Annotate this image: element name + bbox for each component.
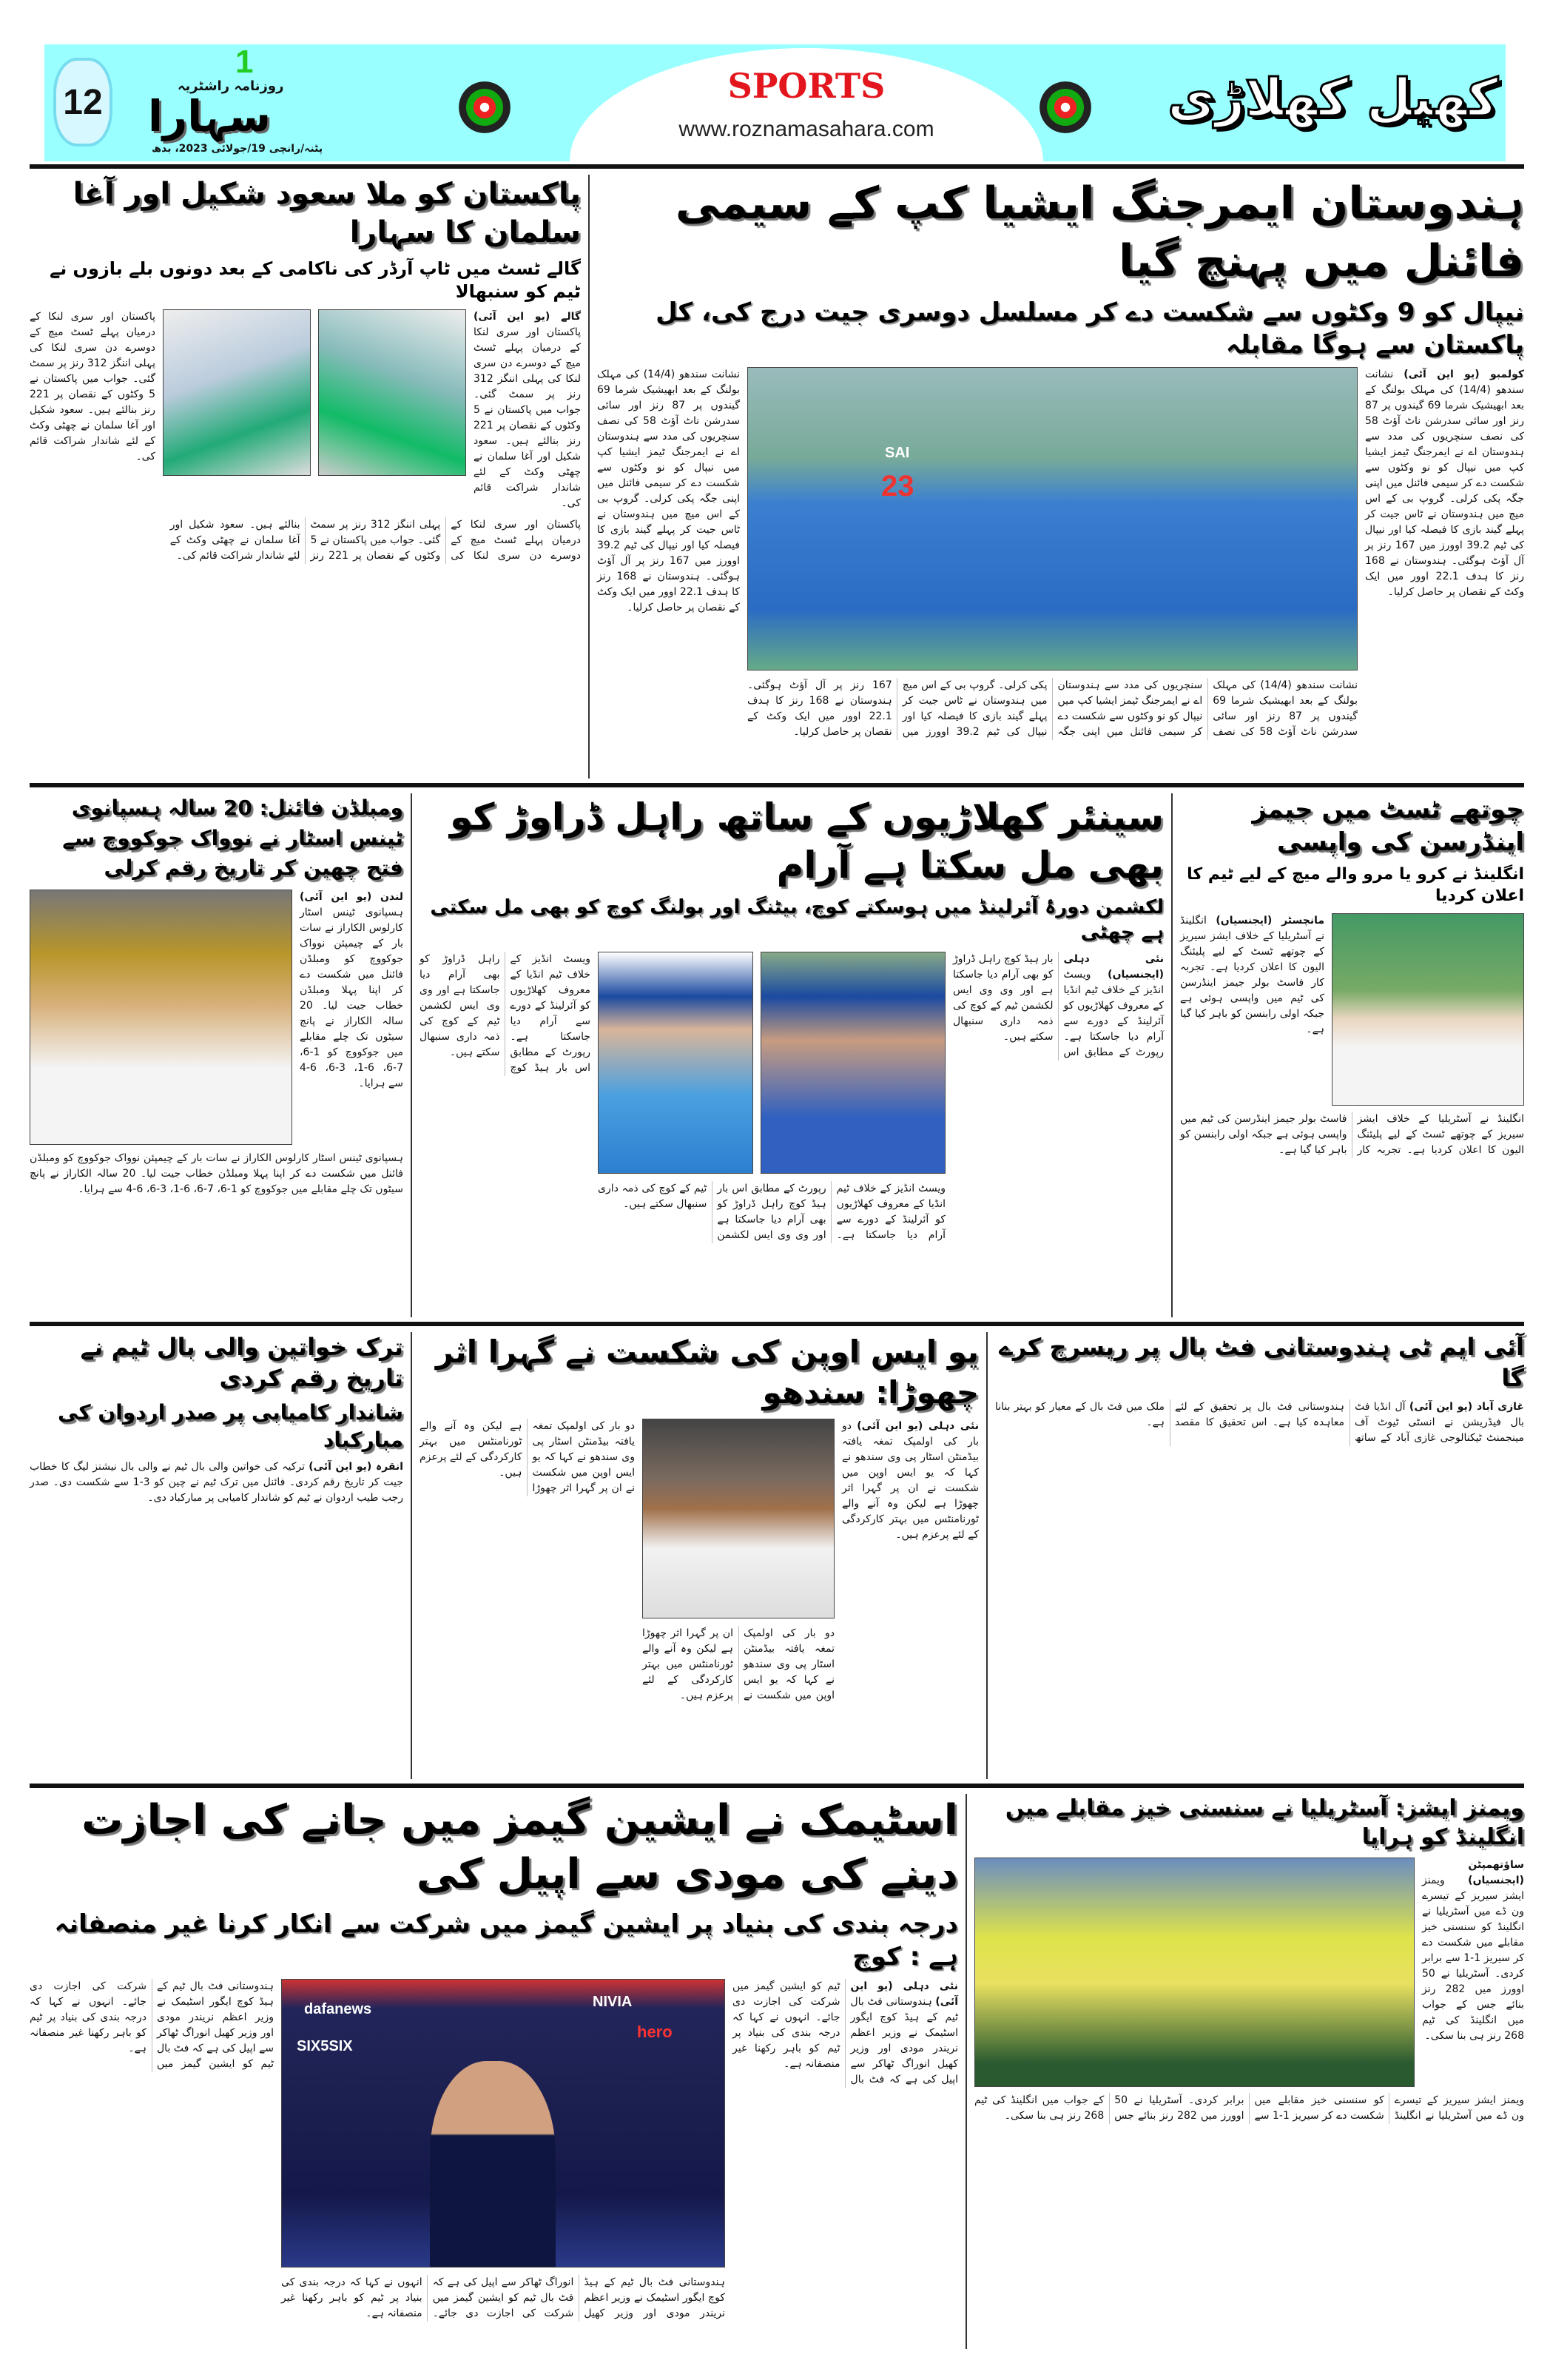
page-number: 12 xyxy=(53,58,112,147)
article-body: ہندوستانی فٹ بال ٹیم کے ہیڈ کوچ ایگور اسٹیمک نے وزیر اعظم نریندر مودی اور وزیر کھیل انوراگ ٹھاکر سے اپیل کی ہے کہ فٹ بال ٹیم کو ایشین گیمز میں شرکت کی اجازت دی جائے۔ انہوں نے کہا کہ درجہ بندی کی بنیاد پر ٹیم کو باہر رکھنا غیر منصفانہ ہے۔ xyxy=(281,2276,725,2319)
dateline: انقرہ (یو این آئی) xyxy=(309,1460,403,1473)
article-content xyxy=(597,367,1524,740)
article-body: ہندوستانی فٹ بال ٹیم کے ہیڈ کوچ ایگور اسٹیمک نے وزیر اعظم نریندر مودی اور وزیر کھیل انوراگ ٹھاکر سے اپیل کی ہے کہ فٹ بال ٹیم کو ایشین گیمز میں شرکت کی اجازت دی جائے۔ انہوں نے کہا کہ درجہ بندی کی بنیاد پر ٹیم کو باہر رکھنا غیر منصفانہ ہے۔ xyxy=(30,1980,274,2070)
section-row xyxy=(30,1784,1524,2353)
subhead-volleyball: شاندار کامیابی پر صدر اردوان کی مبارکباد xyxy=(58,1400,403,1452)
photo-column xyxy=(642,1419,835,1704)
headline-volleyball: ترک خواتین والی بال ٹیم نے تاریخ رقم کردی xyxy=(80,1333,403,1392)
article-content xyxy=(974,1858,1524,2087)
article-content xyxy=(419,952,1164,1243)
column-divider xyxy=(411,793,412,1317)
section-row xyxy=(30,783,1524,1322)
section-masthead: کھیل کھلاڑی xyxy=(1167,67,1498,128)
article-body: نئی دہلی (یو این آئی) ہندوستانی فٹ بال ٹیم کے ہیڈ کوچ ایگور اسٹیمک نے وزیر اعظم نریندر مودی اور وزیر کھیل انوراگ ٹھاکر سے اپیل کی ہے کہ فٹ بال ٹیم کو ایشین گیمز میں شرکت کی اجازت دی جائے۔ انہوں نے کہا کہ درجہ بندی کی بنیاد پر ٹیم کو باہر رکھنا غیر منصفانہ ہے۔ xyxy=(732,1980,958,2085)
article-body: غازی آباد (یو این آئی) آل انڈیا فٹ بال فیڈریشن نے انسٹی ٹیوٹ آف مینجمنٹ ٹیکنالوجی غازی آباد کے ساتھ ہندوستانی فٹ بال پر تحقیق کے لئے معاہدہ کیا ہے۔ اس تحقیق کا مقصد ملک میں فٹ بال کے معیار کو بہتر بنانا ہے۔ xyxy=(995,1401,1525,1445)
article-content xyxy=(30,890,403,1145)
dateline: غازی آباد (یو این آئی) xyxy=(1409,1401,1525,1413)
article-body: ویمنز ایشز سیریز کے تیسرے ون ڈے میں آسٹریلیا نے انگلینڈ کو سنسنی خیز مقابلے میں شکست دے کر سیریز 1-1 سے برابر کردی۔ آسٹریلیا نے 50 اوورز میں 282 رنز بنائے جس کے جواب میں انگلینڈ کی ٹیم 268 رنز ہی بنا سکی۔ xyxy=(974,2094,1524,2122)
emblem-icon xyxy=(1039,81,1091,133)
dateline: نئی دہلی (یو این آئی) xyxy=(857,1420,980,1433)
article-wimbledon xyxy=(30,793,403,1317)
article-body: نئی دہلی (یو این آئی) دو بار کی اولمپک تمغہ یافتہ بیڈمنٹن اسٹار پی وی سندھو نے کہا کہ یو ایس اوپن میں شکست نے ان پر گہرا اثر چھوڑا ہے لیکن وہ آنے والے ٹورنامنٹس میں بہتر کارکردگی کے لئے پرعزم ہیں۔ xyxy=(842,1420,980,1542)
article-body: کولمبو (یو این آئی) نشانت سندھو (14/4) کی مہلک بولنگ کے بعد ابھیشیک شرما 69 گیندوں پر 87 رنز اور سائی سدرشن ناٹ آؤٹ 58 کی نصف سنچریوں کی مدد سے ہندوستان اے نے ایمرجنگ ٹیمز ایشیا کپ میں نیپال کو نو وکٹوں سے شکست دے کر سیمی فائنل میں اپنی جگہ پکی کرلی۔ گروپ بی کے اس میچ میں ہندوستان نے ٹاس جیت کر پہلے گیند بازی کا فیصلہ کیا اور نیپال کی ٹیم 39.2 اوورز میں 167 رنز پر آل آؤٹ ہوگئی۔ ہندوستان نے 168 رنز کا ہدف 22.1 اوور میں ایک وکٹ کے نقصان پر حاصل کرلیا۔ xyxy=(1365,369,1525,599)
photo-pakistan-batter xyxy=(318,309,466,476)
section-title: SPORTS xyxy=(727,66,886,106)
photo-igor-stimac-press xyxy=(281,1979,725,2268)
column-divider xyxy=(966,1794,967,2349)
sponsor-logo: dafanews xyxy=(304,2000,372,2017)
article-body: ویسٹ انڈیز کے خلاف ٹیم انڈیا کے معروف کھلاڑیوں کو آئرلینڈ کے دورے سے آرام دیا جاسکتا ہے۔ رپورٹ کے مطابق اس بار ہیڈ کوچ راہل ڈراوڑ کو بھی آرام دیا جاسکتا ہے اور وی وی ایس لکشمن ٹیم کے کوچ کی ذمہ داری سنبھال سکتے ہیں۔ xyxy=(419,952,590,1074)
newspaper-logo: سہارا xyxy=(148,91,272,141)
article-body: دو بار کی اولمپک تمغہ یافتہ بیڈمنٹن اسٹار پی وی سندھو نے کہا کہ یو ایس اوپن میں شکست نے ان پر گہرا اثر چھوڑا ہے لیکن وہ آنے والے ٹورنامنٹس میں بہتر کارکردگی کے لئے پرعزم ہیں۔ xyxy=(419,1420,635,1495)
article-sindhu xyxy=(419,1332,979,1779)
photo-india-team xyxy=(747,367,1358,670)
dateline: کولمبو (یو این آئی) xyxy=(1404,369,1524,381)
article-body: نشانت سندھو (14/4) کی مہلک بولنگ کے بعد ابھیشیک شرما 69 گیندوں پر 87 رنز اور سائی سدرشن ناٹ آؤٹ 58 کی نصف سنچریوں کی مدد سے ہندوستان اے نے ایمرجنگ ٹیمز ایشیا کپ میں نیپال کو نو وکٹوں سے شکست دے کر سیمی فائنل میں اپنی جگہ پکی کرلی۔ گروپ بی کے اس میچ میں ہندوستان نے ٹاس جیت کر پہلے گیند بازی کا فیصلہ کیا اور نیپال کی ٹیم 39.2 اوورز میں 167 رنز پر آل آؤٹ ہوگئی۔ ہندوستان نے 168 رنز کا ہدف 22.1 اوور میں ایک وکٹ کے نقصان پر حاصل کرلیا۔ xyxy=(747,679,1358,739)
page-header xyxy=(0,0,1550,164)
headline-sindhu: یو ایس اوپن کی شکست نے گہرا اثر چھوڑا: سندھو xyxy=(435,1334,979,1411)
dateline: نئی دہلی (ایجنسیاں) xyxy=(1063,952,1164,981)
subhead-dravid: لکشمن دورۂ آئرلینڈ میں ہوسکتے کوچ، بیٹنگ اور بولنگ کوچ کو بھی مل سکتی ہے چھٹی xyxy=(430,896,1164,944)
photo-australia-women-team xyxy=(974,1858,1415,2087)
article-body: پاکستان اور سری لنکا کے درمیان پہلے ٹسٹ میچ کے دوسرے دن سری لنکا کی پہلی اننگز 312 رنز پر سمٹ گئی۔ جواب میں پاکستان نے 5 وکٹوں کے نقصان پر 221 رنز بنالئے ہیں۔ سعود شکیل اور آغا سلمان نے چھٹی وکٹ کے لئے شاندار شراکت قائم کی۔ xyxy=(30,311,155,463)
photo-james-anderson xyxy=(1332,913,1524,1106)
article-body: دو بار کی اولمپک تمغہ یافتہ بیڈمنٹن اسٹار پی وی سندھو نے کہا کہ یو ایس اوپن میں شکست نے ان پر گہرا اثر چھوڑا ہے لیکن وہ آنے والے ٹورنامنٹس میں بہتر کارکردگی کے لئے پرعزم ہیں۔ xyxy=(642,1627,835,1702)
issue-date: پٹنہ/رانچی 19/جولائی 2023، بدھ xyxy=(152,143,323,155)
photo-column xyxy=(598,952,946,1243)
headline-india: ہندوستان ایمرجنگ ایشیا کپ کے سیمی فائنل میں پہنچ گیا xyxy=(675,178,1524,287)
subhead-anderson: انگلینڈ نے کرو یا مرو والے میچ کے لیے ٹیم کا اعلان کردیا xyxy=(1187,865,1524,905)
dateline: گالے (یو این آئی) xyxy=(474,311,581,323)
jersey-number: 23 xyxy=(881,470,914,503)
article-body: ویسٹ انڈیز کے خلاف ٹیم انڈیا کے معروف کھلاڑیوں کو آئرلینڈ کے دورے سے آرام دیا جاسکتا ہے۔ رپورٹ کے مطابق اس بار ہیڈ کوچ راہل ڈراوڑ کو بھی آرام دیا جاسکتا ہے اور وی وی ایس لکشمن ٹیم کے کوچ کی ذمہ داری سنبھال سکتے ہیں۔ xyxy=(598,1182,946,1241)
article-dravid xyxy=(419,793,1164,1317)
column-divider xyxy=(588,175,590,779)
column-divider xyxy=(1171,793,1173,1317)
article-content xyxy=(30,1979,958,2322)
photo-column xyxy=(747,367,1358,740)
article-body: نئی دہلی (ایجنسیاں) ویسٹ انڈیز کے خلاف ٹیم انڈیا کے معروف کھلاڑیوں کو آئرلینڈ کے دورے سے آرام دیا جاسکتا ہے۔ رپورٹ کے مطابق اس بار ہیڈ کوچ راہل ڈراوڑ کو بھی آرام دیا جاسکتا ہے اور وی وی ایس لکشمن ٹیم کے کوچ کی ذمہ داری سنبھال سکتے ہیں۔ xyxy=(953,952,1164,1058)
photo-pair xyxy=(598,952,946,1174)
article-stimac xyxy=(30,1794,958,2349)
photo-rahul-dravid xyxy=(598,952,753,1174)
photo-vvs-laxman xyxy=(761,952,946,1174)
headline-anderson: چوتھے ٹسٹ میں جیمز اینڈرسن کی واپسی xyxy=(1252,795,1524,858)
article-body: مانچسٹر (ایجنسیاں) انگلینڈ نے آسٹریلیا کے خلاف ایشز سیریز کے چوتھے ٹسٹ کے لیے پلیئنگ الیون کا اعلان کردیا ہے۔ تجربہ کار فاسٹ بولر جیمز اینڈرسن کی ٹیم میں واپسی ہوئی ہے جبکہ اولی رابنسن کو باہر کیا گیا ہے۔ xyxy=(1180,914,1325,1035)
article-anderson xyxy=(1180,793,1524,1317)
article-body: گالے (یو این آئی) پاکستان اور سری لنکا کے درمیان پہلے ٹسٹ میچ کے دوسرے دن سری لنکا کی پہلی اننگز 312 رنز پر سمٹ گئی۔ جواب میں پاکستان نے 5 وکٹوں کے نقصان پر 221 رنز بنالئے ہیں۔ سعود شکیل اور آغا سلمان نے چھٹی وکٹ کے لئے شاندار شراکت قائم کی۔ xyxy=(474,311,581,510)
article-body: نشانت سندھو (14/4) کی مہلک بولنگ کے بعد ابھیشیک شرما 69 گیندوں پر 87 رنز اور سائی سدرشن ناٹ آؤٹ 58 کی نصف سنچریوں کی مدد سے ہندوستان اے نے ایمرجنگ ٹیمز ایشیا کپ میں نیپال کو نو وکٹوں سے شکست دے کر سیمی فائنل میں اپنی جگہ پکی کرلی۔ گروپ بی کے اس میچ میں ہندوستان نے ٹاس جیت کر پہلے گیند بازی کا فیصلہ کیا اور نیپال کی ٹیم 39.2 اوورز میں 167 رنز پر آل آؤٹ ہوگئی۔ ہندوستان نے 168 رنز کا ہدف 22.1 اوور میں ایک وکٹ کے نقصان پر حاصل کرلیا۔ xyxy=(597,369,741,614)
dateline: نئی دہلی (یو این آئی) xyxy=(850,1980,958,2008)
jersey-name: SAI xyxy=(885,445,910,462)
article-football xyxy=(995,1332,1524,1779)
headline-football: آئی ایم ٹی ہندوستانی فٹ بال پر ریسرچ کرے گا xyxy=(999,1333,1524,1392)
article-volleyball xyxy=(30,1332,403,1779)
photo-pv-sindhu xyxy=(642,1419,835,1618)
emblem-icon xyxy=(459,81,511,133)
article-womens-ashes xyxy=(974,1794,1524,2349)
article-content xyxy=(1180,913,1524,1106)
article-content xyxy=(30,309,581,511)
dateline: ساؤتھمپٹن (ایجنسیاں) xyxy=(1468,1859,1524,1886)
coach-figure xyxy=(430,2061,556,2268)
column-divider xyxy=(986,1332,988,1779)
article-india xyxy=(597,175,1524,779)
photo-pakistan-batter xyxy=(163,309,311,476)
dateline: لندن (یو این آئی) xyxy=(300,890,403,903)
article-body: انگلینڈ نے آسٹریلیا کے خلاف ایشز سیریز کے چوتھے ٹسٹ کے لیے پلیئنگ الیون کا اعلان کردیا ہے۔ تجربہ کار فاسٹ بولر جیمز اینڈرسن کی ٹیم میں واپسی ہوئی ہے جبکہ اولی رابنسن کو باہر کیا گیا ہے۔ xyxy=(1180,1112,1524,1156)
headline-pakistan: پاکستان کو ملا سعود شکیل اور آغا سلمان کا سہارا xyxy=(73,177,581,249)
sponsor-logo: hero xyxy=(637,2022,673,2041)
sponsor-logo: NIVIA xyxy=(593,1993,633,2010)
headline-stimac: اسٹیمک نے ایشین گیمز میں جانے کی اجازت دینے کی مودی سے اپیل کی xyxy=(81,1796,958,1898)
photo-carlos-alcaraz-trophy xyxy=(30,890,292,1145)
section-row xyxy=(30,1322,1524,1784)
article-body: ساؤتھمپٹن (ایجنسیاں) ویمنز ایشز سیریز کے تیسرے ون ڈے میں آسٹریلیا نے انگلینڈ کو سنسنی خیز مقابلے میں شکست دے کر سیریز 1-1 سے برابر کردی۔ آسٹریلیا نے 50 اوورز میں 282 رنز بنائے جس کے جواب میں انگلینڈ کی ٹیم 268 رنز ہی بنا سکی۔ xyxy=(1422,1859,1524,2042)
article-body: ہسپانوی ٹینس اسٹار کارلوس الکاراز نے سات بار کے چیمپئن نوواک جوکووچ کو ومبلڈن فائنل میں شکست دے کر اپنا پہلا ومبلڈن خطاب جیت لیا۔ 20 سالہ الکاراز نے پانچ سیٹوں تک چلے مقابلے میں جوکووچ کو 1-6، 7-6، 6-1، 3-6، 6-4 سے ہرایا۔ xyxy=(30,1152,403,1195)
headline-wimbledon: ومبلڈن فائنل: 20 سالہ ہسپانوی ٹینس اسٹار نے نوواک جوکووچ سے فتح چھین کر تاریخ رقم کرلی xyxy=(62,796,403,881)
subhead-india: نیپال کو 9 وکٹوں سے شکست دے کر مسلسل دوسری جیت درج کی، کل پاکستان سے ہوگا مقابلہ xyxy=(656,298,1524,360)
column-divider xyxy=(411,1332,412,1779)
article-content xyxy=(419,1419,979,1704)
photo-column xyxy=(281,1979,725,2322)
article-body: انقرہ (یو این آئی) ترکیہ کی خواتین والی بال ٹیم نے والی بال نیشنز لیگ کا خطاب جیت کر تاریخ رقم کردی۔ فائنل میں ترک ٹیم نے چین کو 3-1 سے شکست دی۔ صدر رجب طیب اردوان نے ٹیم کو شاندار کامیابی پر مبارکباد دی۔ xyxy=(30,1460,403,1504)
logo-tagline: روزنامہ راشٹریہ xyxy=(178,78,284,94)
headline-womens-ashes: ویمنز ایشز: آسٹریلیا نے سنسنی خیز مقابلے میں انگلینڈ کو ہرایا xyxy=(1005,1795,1524,1850)
article-body: پاکستان اور سری لنکا کے درمیان پہلے ٹسٹ میچ کے دوسرے دن سری لنکا کی پہلی اننگز 312 رنز پر سمٹ گئی۔ جواب میں پاکستان نے 5 وکٹوں کے نقصان پر 221 رنز بنالئے ہیں۔ سعود شکیل اور آغا سلمان نے چھٹی وکٹ کے لئے شاندار شراکت قائم کی۔ xyxy=(169,519,581,562)
website-link[interactable]: www.roznamasahara.com xyxy=(678,117,934,141)
subhead-stimac: درجہ بندی کی بنیاد پر ایشین گیمز میں شرکت سے انکار کرنا غیر منصفانہ ہے : کوچ xyxy=(54,1909,958,1971)
article-body: لندن (یو این آئی) ہسپانوی ٹینس اسٹار کارلوس الکاراز نے سات بار کے چیمپئن نوواک جوکووچ کو ومبلڈن فائنل میں شکست دے کر اپنا پہلا ومبلڈن خطاب جیت لیا۔ 20 سالہ الکاراز نے پانچ سیٹوں تک چلے مقابلے میں جوکووچ کو 1-6، 7-6، 6-1، 3-6، 6-4 سے ہرایا۔ xyxy=(300,890,403,1089)
subhead-pakistan: گالے ٹسٹ میں ٹاپ آرڈر کی ناکامی کے بعد دونوں بلے بازوں نے ٹیم کو سنبھالا xyxy=(50,258,581,303)
dateline: مانچسٹر (ایجنسیاں) xyxy=(1216,914,1325,927)
logo-badge: 1 xyxy=(235,44,254,80)
headline-dravid: سینئر کھلاڑیوں کے ساتھ راہل ڈراوڑ کو بھی مل سکتا ہے آرام xyxy=(450,796,1164,887)
sponsor-logo: SIX5SIX xyxy=(297,2037,353,2054)
section-row xyxy=(30,164,1524,783)
article-pakistan xyxy=(30,175,581,779)
